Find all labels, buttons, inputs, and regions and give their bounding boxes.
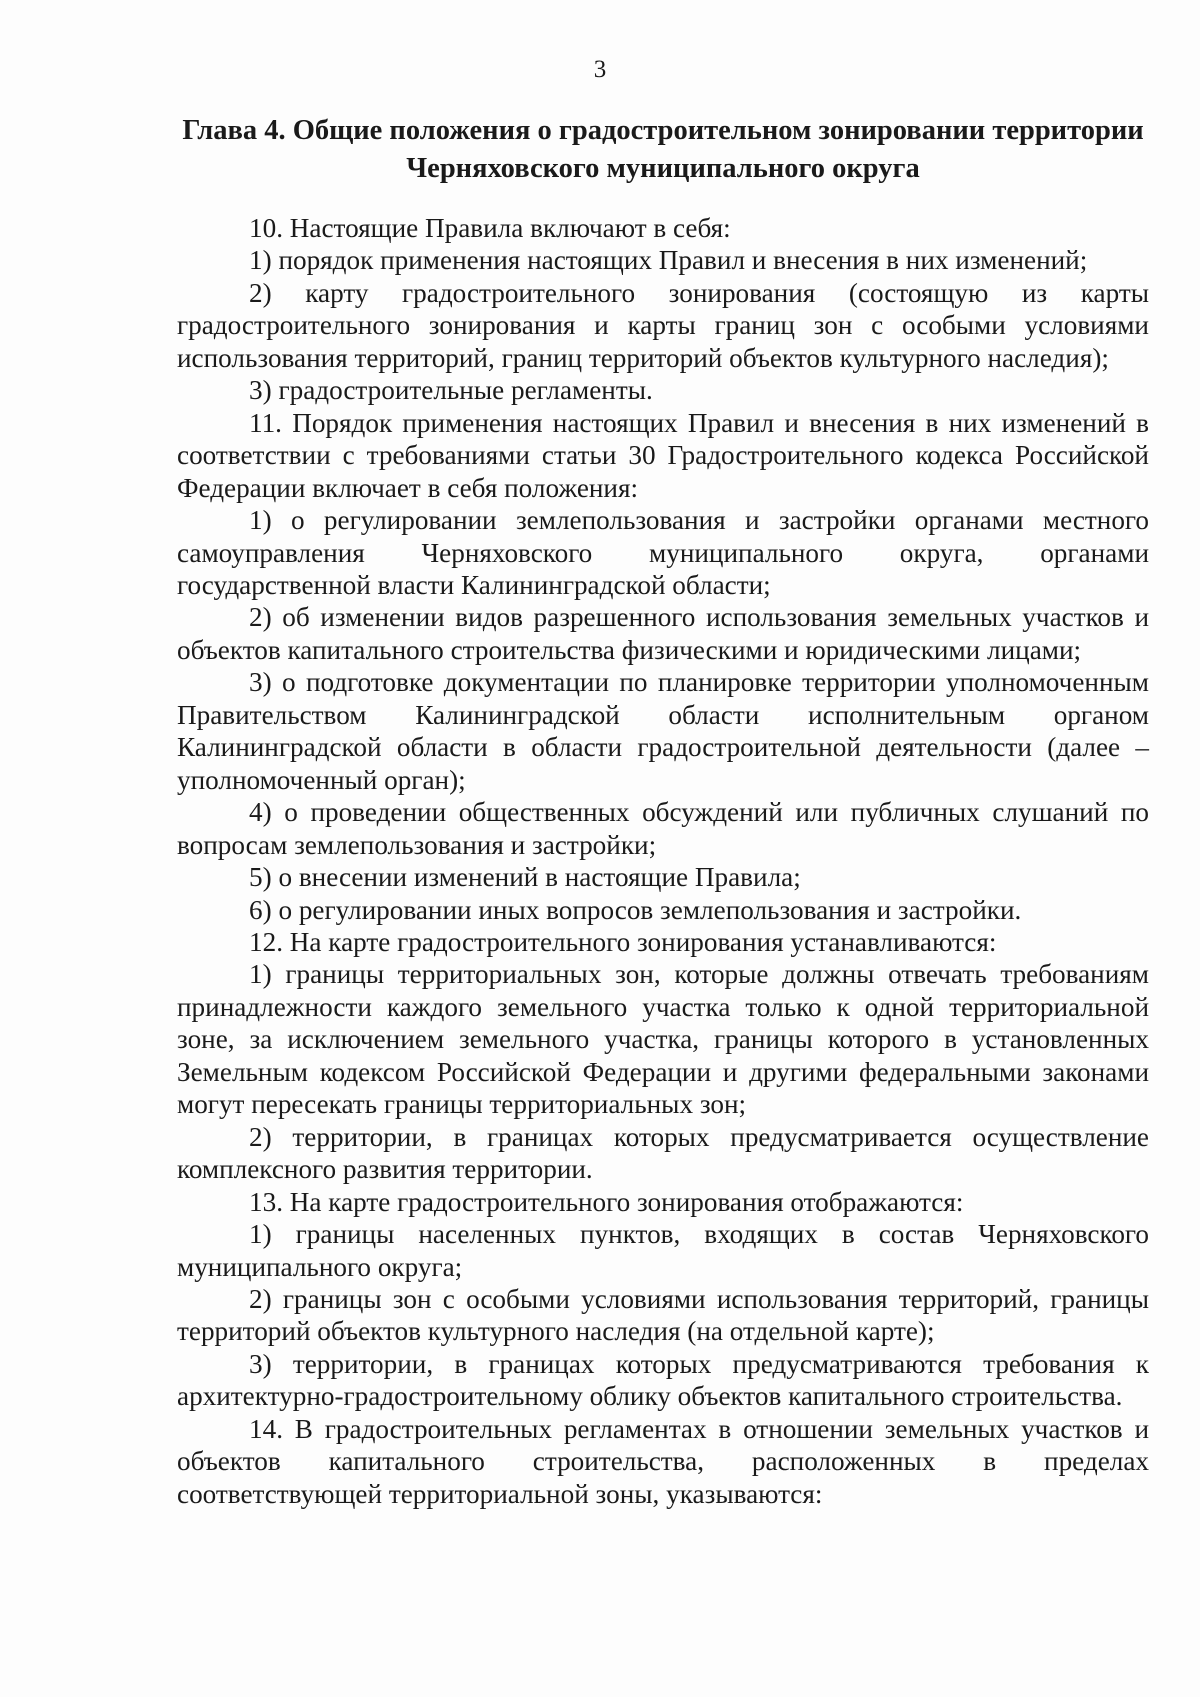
- paragraph-12-2: 2) территории, в границах которых предусматривается осуществление комплексного развития территории.: [177, 1121, 1149, 1185]
- paragraph-11-3: 3) о подготовке документации по планировке территории уполномоченным Правительством Калининградской области исполнительным органом Калининградской области в области градостроительной деятельности (далее – уполномоченный орган);: [177, 667, 1149, 795]
- paragraph-14: 14. В градостроительных регламентах в отношении земельных участков и объектов капитального строительства, расположенных в пределах соответствующей территориальной зоны, указываются:: [177, 1413, 1149, 1509]
- paragraph-13: 13. На карте градостроительного зонирования отображаются:: [249, 1186, 964, 1217]
- paragraph-11-5: 5) о внесении изменений в настоящие Правила;: [249, 862, 801, 893]
- paragraph-11-4: 4) о проведении общественных обсуждений или публичных слушаний по вопросам землепользования и застройки;: [177, 797, 1149, 860]
- paragraph-11-6: 6) о регулировании иных вопросов землепользования и застройки.: [249, 894, 1022, 925]
- paragraph-10: 10. Настоящие Правила включают в себя:: [249, 213, 731, 243]
- chapter-title-line-2: Черняховского муниципального округа: [406, 153, 920, 184]
- paragraph-12-1: 1) границы территориальных зон, которые должны отвечать требованиям принадлежности каждого земельного участка только к одной территориальной зоне, за исключением земельного участка, границы которого в установленных Земельным кодексом Российской Федерации и другими федеральными законами могут пересекать границы территориальных зон;: [177, 959, 1149, 1120]
- document-body: [177, 212, 1149, 1510]
- paragraph-13-1: 1) границы населенных пунктов, входящих в состав Черняховского муниципального округа;: [177, 1219, 1149, 1282]
- paragraph-10-3: 3) градостроительные регламенты.: [249, 375, 653, 406]
- paragraph-10-1: 1) порядок применения настоящих Правил и внесения в них изменений;: [249, 245, 1088, 276]
- paragraph-10-2: 2) карту градостроительного зонирования (состоящую из карты градостроительного зонирования и карты границ зон с особыми условиями использования территорий, границ территорий объектов культурного наследия);: [177, 277, 1149, 373]
- chapter-title: [178, 112, 1148, 188]
- paragraph-13-3: 3) территории, в границах которых предусматриваются требования к архитектурно-градостроительному облику объектов капитального строительства.: [177, 1348, 1149, 1412]
- paragraph-12: 12. На карте градостроительного зонирования устанавливаются:: [249, 926, 997, 957]
- paragraph-13-2: 2) границы зон с особыми условиями использования территорий, границы территорий объектов культурного наследия (на отдельной карте);: [177, 1283, 1149, 1347]
- chapter-title-line-1: Глава 4. Общие положения о градостроительном зонировании территории: [182, 115, 1144, 146]
- paragraph-11: 11. Порядок применения настоящих Правил и внесения в них изменений в соответствии с требованиями статьи 30 Градостроительного кодекса Российской Федерации включает в себя положения:: [177, 407, 1149, 503]
- paragraph-11-2: 2) об изменении видов разрешенного использования земельных участков и объектов капитального строительства физическими и юридическими лицами;: [177, 602, 1149, 665]
- paragraph-11-1: 1) о регулировании землепользования и застройки органами местного самоуправления Черняховского муниципального округа, органами государственной власти Калининградской области;: [177, 505, 1149, 600]
- page-number: 3: [593, 56, 607, 83]
